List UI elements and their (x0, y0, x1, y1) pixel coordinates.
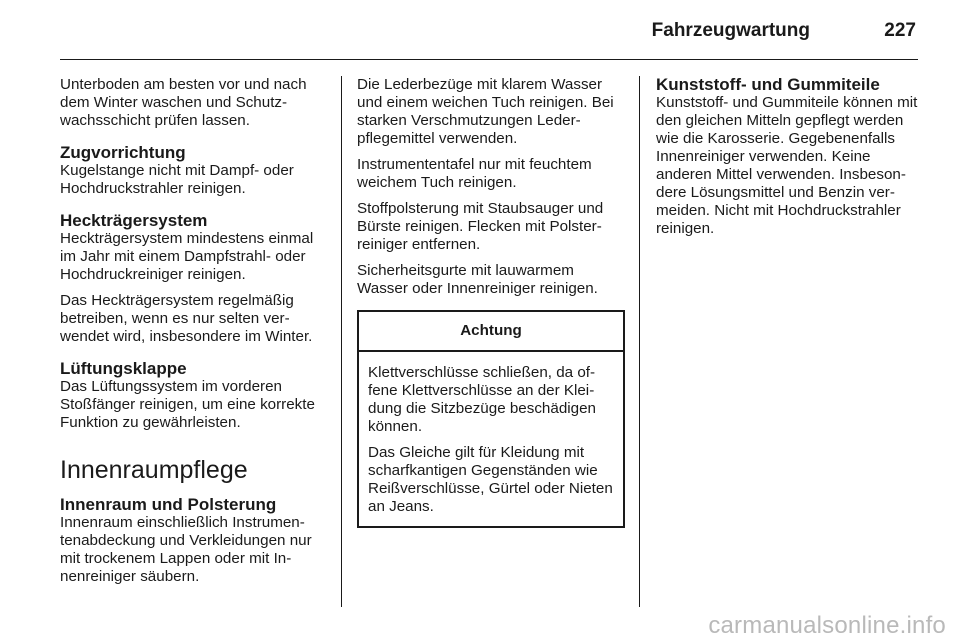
page-number: 227 (884, 20, 916, 41)
header-title: Fahrzeugwartung (651, 20, 810, 41)
warning-body (359, 352, 623, 526)
warning-box (357, 310, 625, 528)
chapter-heading: Innenraumpflege (60, 456, 248, 484)
column-divider (639, 76, 640, 607)
paragraph: Innenraum einschließlich Instrumentenabdeckung und Verkleidungen nur mit trockenem Lappen oder mit Innenreiniger säubern. (60, 514, 312, 585)
heading-innenraum-polsterung: Innenraum und Polsterung (60, 495, 277, 514)
paragraph: Das Lüftungssystem im vorderen Stoßfänger reinigen, um eine korrekte Funktion zu gewährleisten. (60, 378, 315, 431)
paragraph: Die Lederbezüge mit klarem Wasser und einem weichen Tuch reinigen. Bei starken Verschmutzungen Lederpflegemittel verwenden. (357, 76, 614, 147)
warning-title: Achtung (359, 312, 623, 352)
paragraph: Kugelstange nicht mit Dampf- oder Hochdruckstrahler reinigen. (60, 162, 294, 197)
column-3 (656, 76, 922, 246)
heading-zugvorrichtung: Zugvorrichtung (60, 143, 186, 162)
paragraph: Das Heckträgersystem regelmäßig betreiben, wenn es nur selten verwendet wird, insbesondere im Winter. (60, 292, 313, 345)
paragraph: Kunststoff- und Gummiteile können mit den gleichen Mitteln gepflegt werden wie die Karosserie. Gegebenenfalls Innenreiniger verwenden. Keine anderen Mittel verwenden. Insbesondere Lösungsmittel und Benzin vermeiden. Nicht mit Hochdruckstrahler reinigen. (656, 94, 918, 237)
paragraph: Sicherheitsgurte mit lauwarmem Wasser oder Innenreiniger reinigen. (357, 262, 598, 297)
warning-paragraph: Das Gleiche gilt für Kleidung mit scharfkantigen Gegenständen wie Reißverschlüsse, Gürtel oder Nieten an Jeans. (368, 444, 613, 515)
heading-lueftungsklappe: Lüftungsklappe (60, 359, 187, 378)
watermark: carmanualsonline.info (708, 612, 946, 639)
paragraph: Stoffpolsterung mit Staubsauger und Bürste reinigen. Flecken mit Polsterreiniger entfernen. (357, 200, 604, 253)
paragraph: Instrumententafel nur mit feuchtem weichem Tuch reinigen. (357, 156, 592, 191)
column-1 (60, 76, 328, 594)
column-2 (357, 76, 625, 528)
heading-kunststoff-gummiteile: Kunststoff- und Gummiteile (656, 75, 880, 94)
heading-hecktraegersystem: Heckträgersystem (60, 211, 208, 230)
column-divider (341, 76, 342, 607)
warning-paragraph: Klettverschlüsse schließen, da offene Klettverschlüsse an der Kleidung die Sitzbezüge beschädigen können. (368, 364, 596, 435)
paragraph: Heckträgersystem mindestens einmal im Jahr mit einem Dampfstrahl- oder Hochdruckreiniger reinigen. (60, 230, 314, 283)
header-rule (60, 59, 918, 60)
intro-paragraph: Unterboden am besten vor und nach dem Winter waschen und Schutzwachsschicht prüfen lassen. (60, 76, 307, 129)
